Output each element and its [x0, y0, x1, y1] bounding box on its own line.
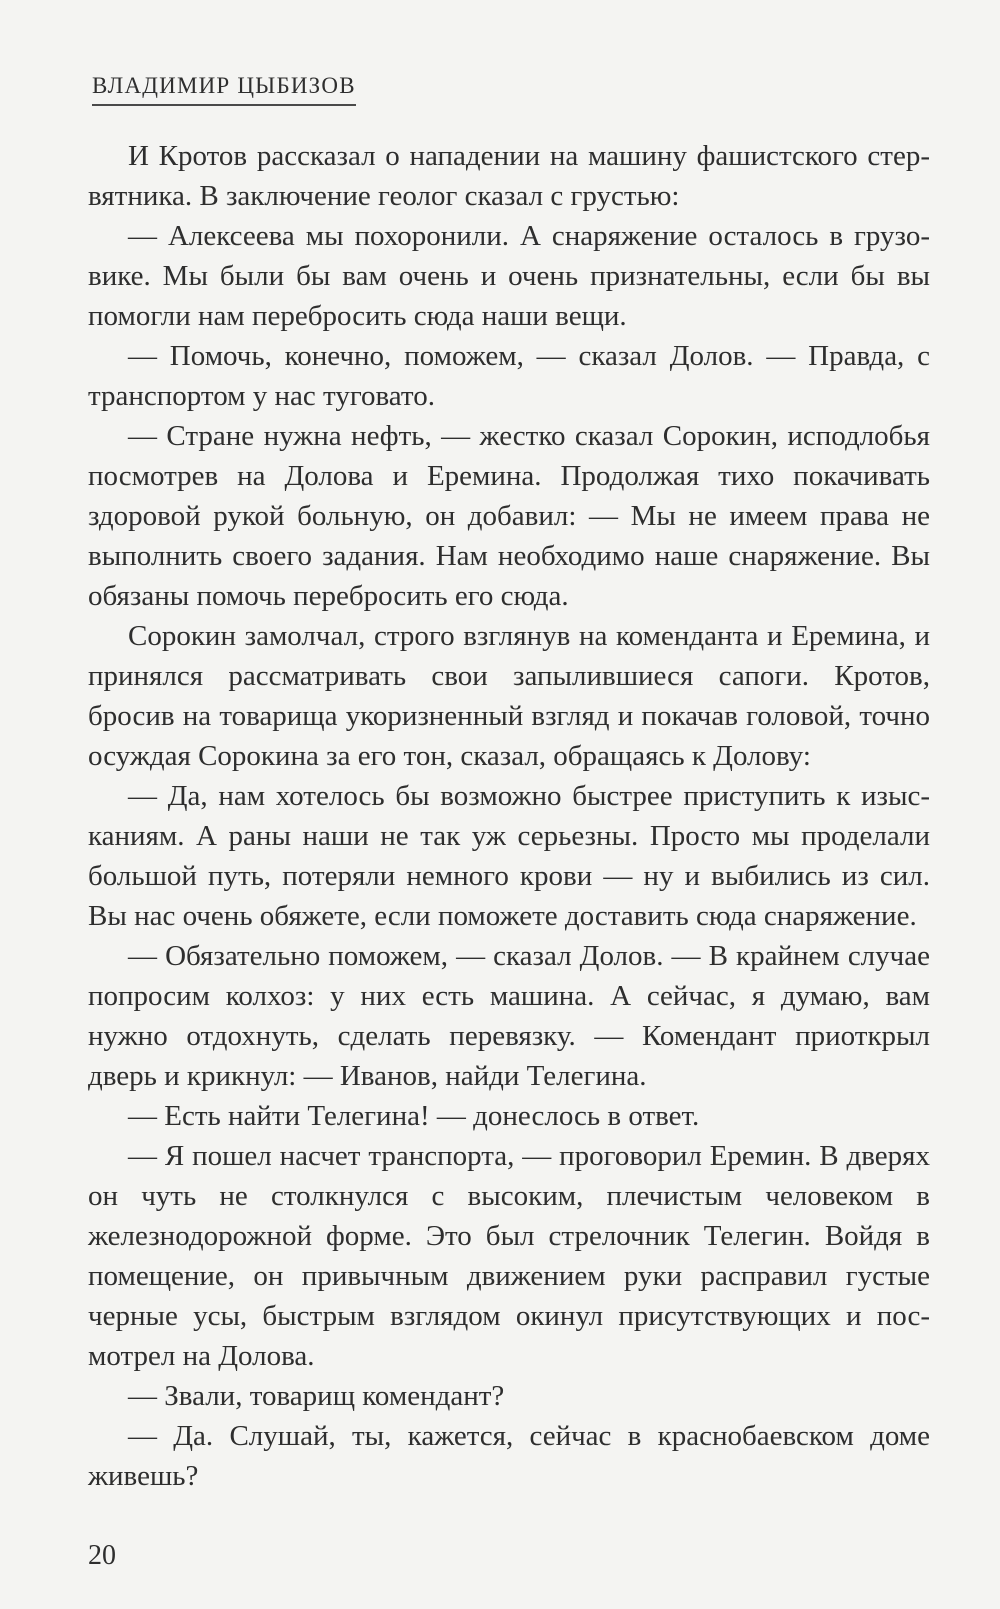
paragraph: — Обязательно поможем, — сказал Долов. — В крайнем случае попросим колхоз: у них есть машина. А сейчас, я думаю, вам нужно отдохнуть, сделать перевязку. — Комендант приоткрыл дверь и крикнул: — Иванов, найди Телегина. [88, 940, 930, 1092]
paragraph: И Кротов рассказал о нападении на машину фашистского стервятника. В заключение геолог сказал с грустью: [88, 140, 930, 212]
author-name: ВЛАДИМИР ЦЫБИЗОВ [92, 72, 356, 106]
paragraph: — Алексеева мы похоронили. А снаряжение осталось в грузовике. Мы были бы вам очень и очень признательны, если бы вы помогли нам перебросить сюда наши вещи. [88, 220, 930, 332]
paragraph: — Стране нужна нефть, — жестко сказал Сорокин, исподлобья посмотрев на Долова и Еремина. Продолжая тихо покачивать здоровой рукой больную, он добавил: — Мы не имеем права не выполнить своего задания. Нам необходимо наше снаряжение. Вы обязаны помочь перебросить его сюда. [88, 420, 930, 612]
paragraph: — Да. Слушай, ты, кажется, сейчас в краснобаевском доме живешь? [88, 1420, 930, 1492]
page-number: 20 [88, 1540, 116, 1571]
paragraph: — Я пошел насчет транспорта, — проговорил Еремин. В дверях он чуть не столкнулся с высоким, плечистым человеком в железнодорожной форме. Это был стрелочник Телегин. Войдя в помещение, он привычным движением руки расправил густые черные усы, быстрым взглядом окинул присутствующих и посмотрел на Долова. [88, 1140, 930, 1372]
paragraph: — Есть найти Телегина! — донеслось в ответ. [128, 1100, 700, 1132]
paragraph: Сорокин замолчал, строго взглянув на коменданта и Еремина, и принялся рассматривать свои запылившиеся сапоги. Кротов, бросив на товарища укоризненный взгляд и покачав головой, точно осуждая Сорокина за его тон, сказал, обращаясь к Долову: [88, 620, 930, 772]
running-header [92, 72, 356, 106]
paragraph: — Звали, товарищ комендант? [128, 1380, 505, 1412]
paragraph: — Помочь, конечно, поможем, — сказал Долов. — Правда, с транспортом у нас туговато. [88, 340, 930, 412]
page-body [88, 136, 930, 1496]
paragraph: — Да, нам хотелось бы возможно быстрее приступить к изысканиям. А раны наши не так уж серьезны. Просто мы проделали большой путь, потеряли немного крови — ну и выбились из сил. Вы нас очень обяжете, если поможете доставить сюда снаряжение. [88, 780, 930, 932]
